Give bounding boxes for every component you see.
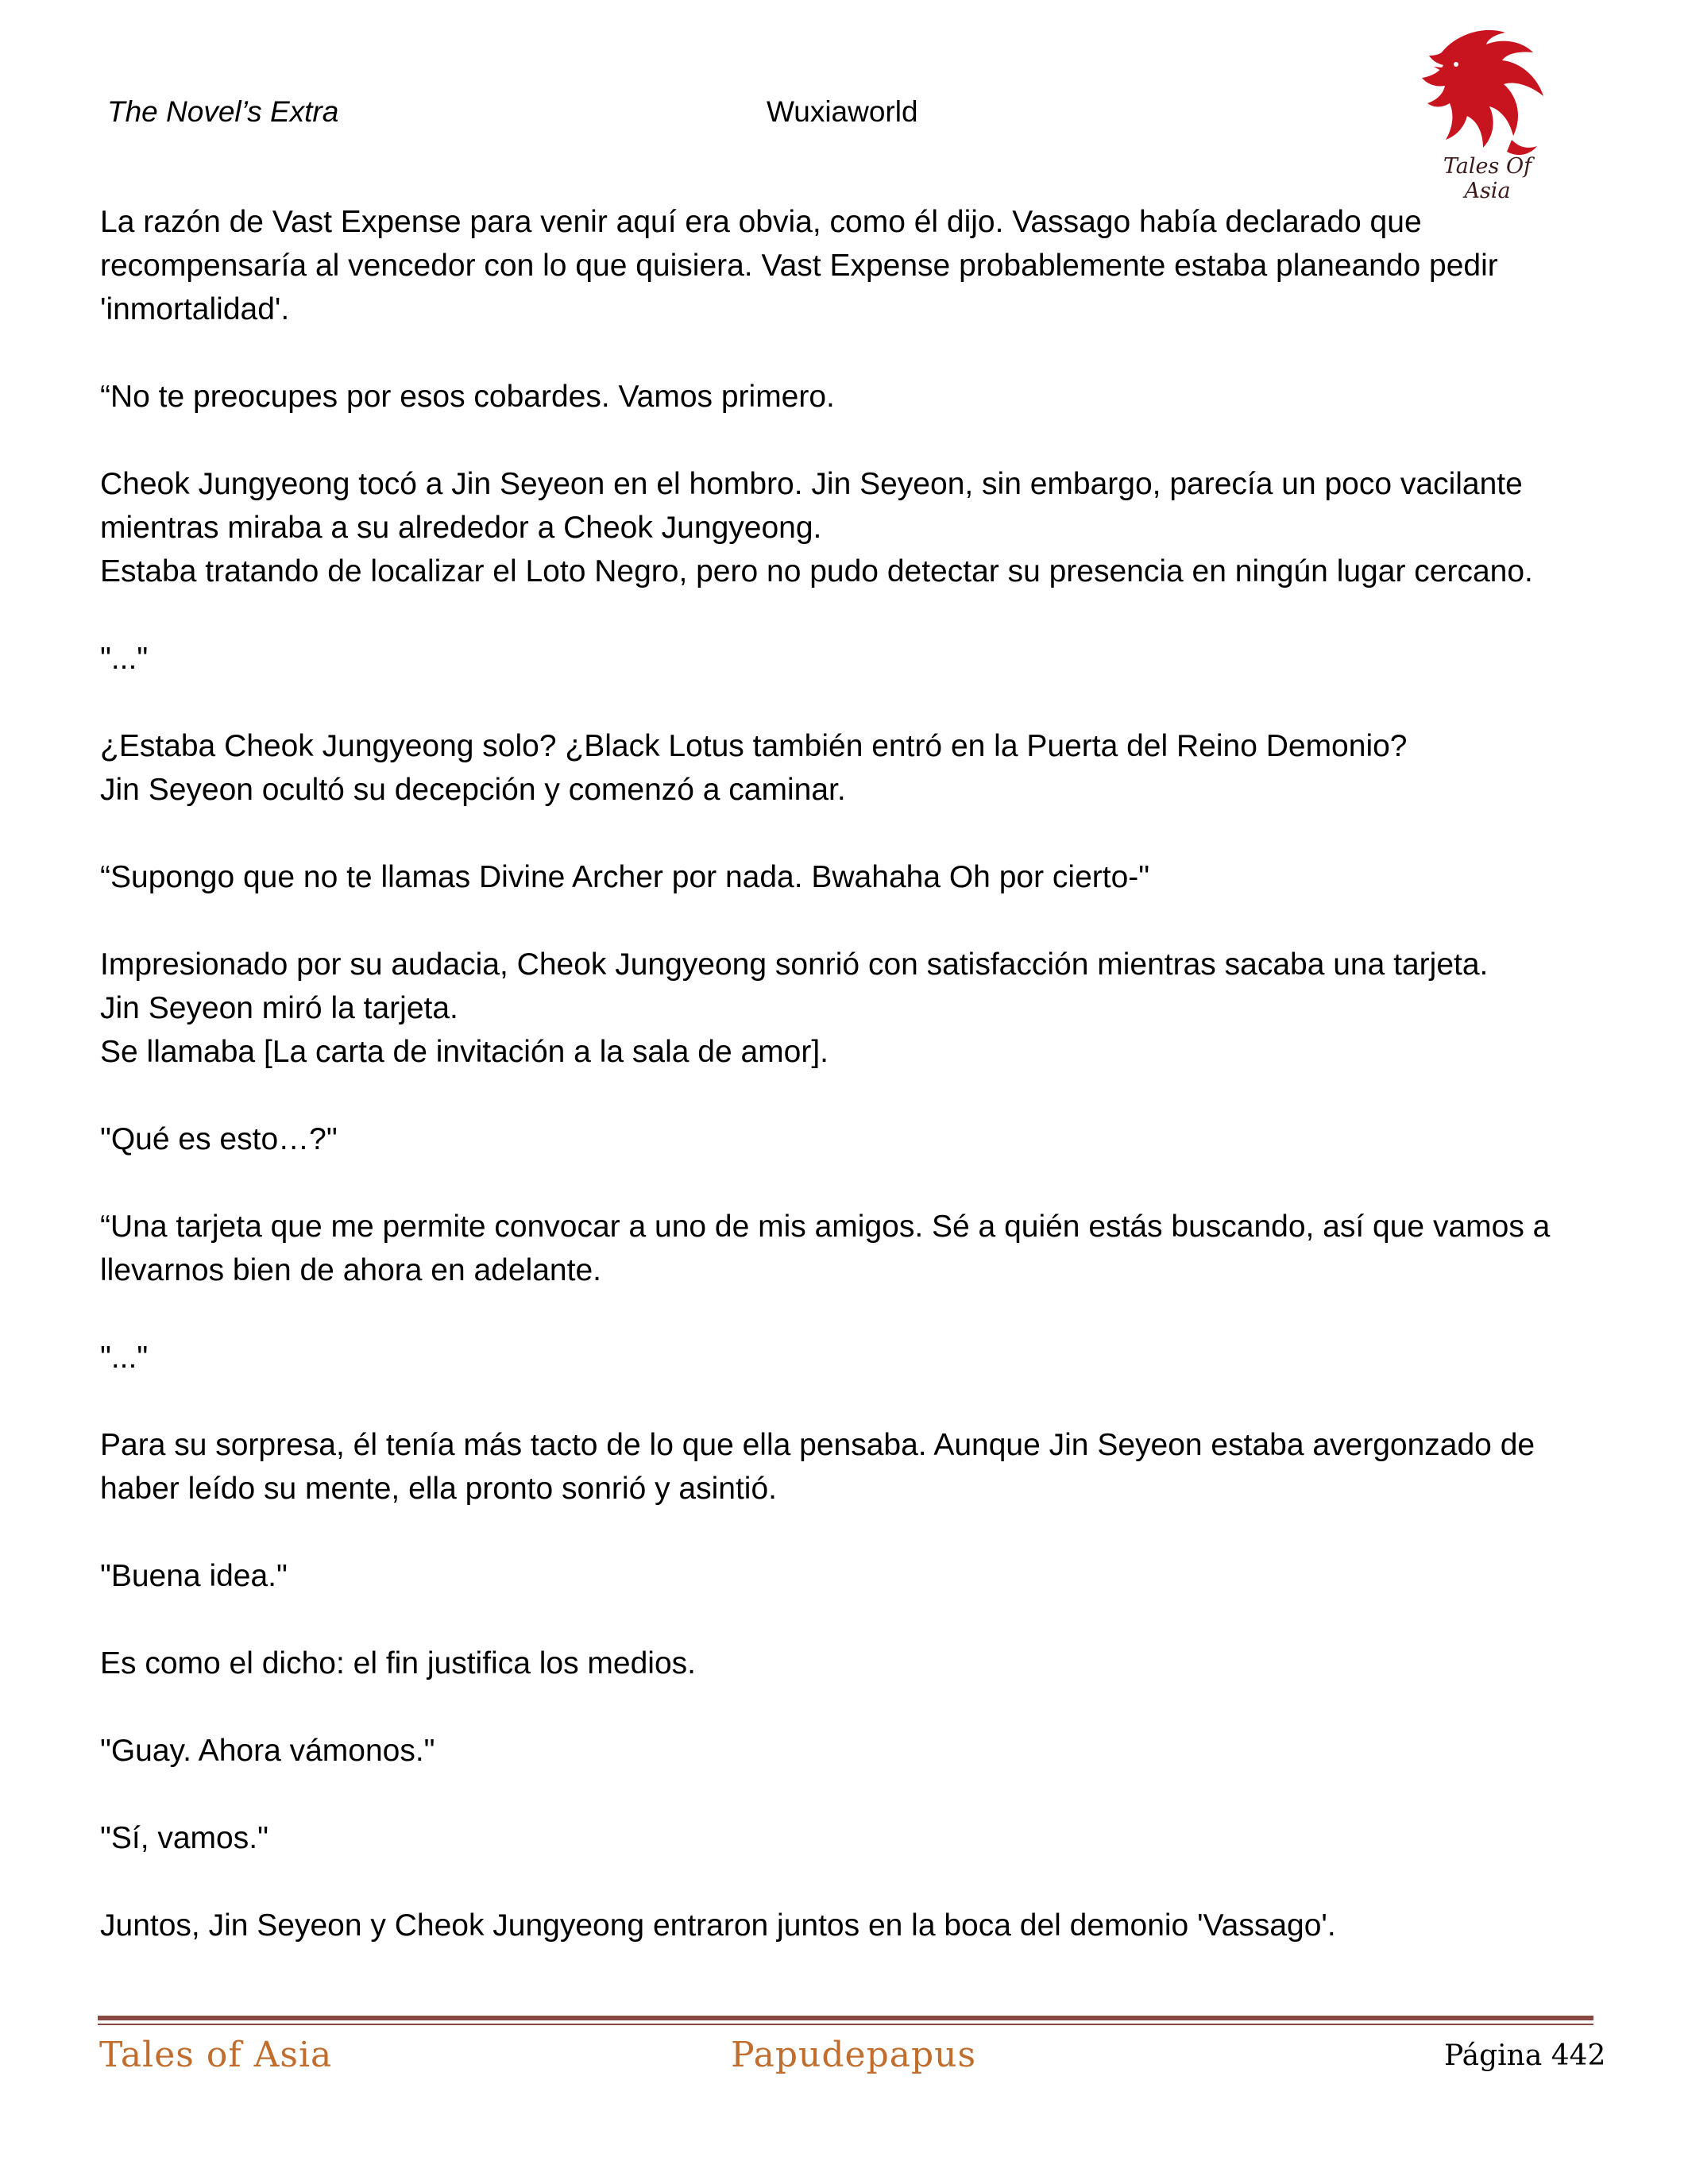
paragraph: Estaba tratando de localizar el Loto Negro, pero no pudo detectar su presencia en ningún lugar cercano.	[100, 554, 1533, 588]
paragraph: Juntos, Jin Seyeon y Cheok Jungyeong entraron juntos en la boca del demonio 'Vassago'.	[100, 1908, 1336, 1943]
paragraph: Para su sorpresa, él tenía más tacto de lo que ella pensaba. Aunque Jin Seyeon estaba avergonzado de haber leído su mente, ella pronto sonrió y asintió.	[100, 1428, 1535, 1506]
paragraph: La razón de Vast Expense para venir aquí era obvia, como él dijo. Vassago había declarado que recompensaría al vencedor con lo que quisiera. Vast Expense probablemente estaba planeando pedir 'inmortalidad'.	[100, 205, 1498, 326]
paragraph: "..."	[100, 1341, 149, 1375]
paragraph: "Buena idea."	[100, 1559, 288, 1593]
paragraph: Jin Seyeon miró la tarjeta.	[100, 991, 458, 1025]
logo-text: Tales Of Asia	[1443, 154, 1532, 203]
paragraph: “Supongo que no te llamas Divine Archer por nada. Bwahaha Oh por cierto-"	[100, 860, 1150, 894]
paragraph: "Guay. Ahora vámonos."	[100, 1734, 435, 1768]
paragraph: “No te preocupes por esos cobardes. Vamos primero.	[100, 380, 835, 414]
paragraph: Jin Seyeon ocultó su decepción y comenzó a caminar.	[100, 773, 846, 807]
page-number: Página 442	[1444, 2039, 1606, 2072]
paragraph: “Una tarjeta que me permite convocar a uno de mis amigos. Sé a quién estás buscando, así que vamos a llevarnos bien de ahora en adelante.	[100, 1210, 1551, 1287]
footer-divider	[98, 2016, 1593, 2020]
paragraph: Cheok Jungyeong tocó a Jin Seyeon en el hombro. Jin Seyeon, sin embargo, parecía un poco vacilante mientras miraba a su alrededor a Cheok Jungyeong.	[100, 467, 1523, 545]
header-site-name: Wuxiaworld	[767, 95, 918, 128]
chapter-body	[100, 200, 1593, 1947]
footer-group-name: Tales of Asia	[99, 2035, 333, 2075]
paragraph: Se llamaba [La carta de invitación a la sala de amor].	[100, 1035, 829, 1069]
paragraph: "..."	[100, 642, 149, 676]
paragraph: ¿Estaba Cheok Jungyeong solo? ¿Black Lotus también entró en la Puerta del Reino Demonio?	[100, 729, 1408, 763]
footer-divider-thin	[98, 2024, 1593, 2025]
paragraph: "Sí, vamos."	[100, 1821, 268, 1855]
paragraph: "Qué es esto…?"	[100, 1122, 338, 1156]
paragraph: Es como el dicho: el fin justifica los medios.	[100, 1646, 696, 1680]
paragraph: Impresionado por su audacia, Cheok Jungyeong sonrió con satisfacción mientras sacaba una tarjeta.	[100, 947, 1489, 982]
header-book-title: The Novel’s Extra	[107, 95, 339, 128]
tales-of-asia-logo	[1418, 21, 1557, 203]
footer-translator: Papudepapus	[731, 2035, 977, 2075]
